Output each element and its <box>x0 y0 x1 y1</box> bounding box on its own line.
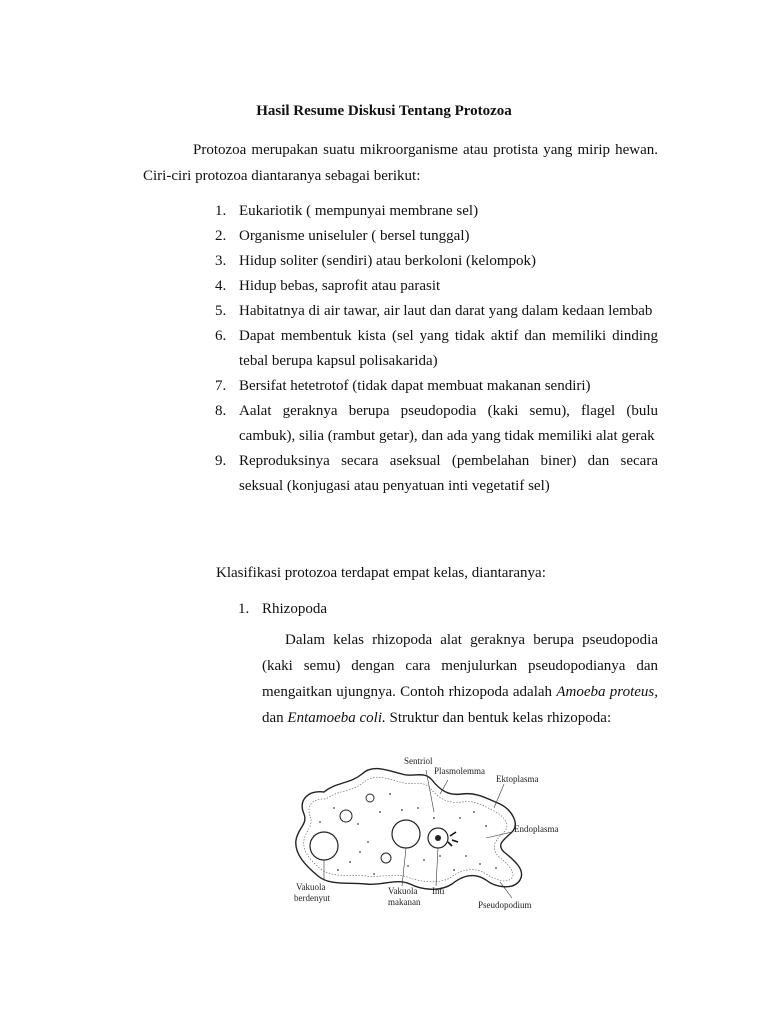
list-text: Habitatnya di air tawar, air laut dan darat yang dalam kedaan lembab <box>239 303 653 319</box>
species-amoeba: Amoeba proteus, <box>556 684 658 700</box>
kelas-name: Rhizopoda <box>262 601 327 617</box>
list-number: 5. <box>215 303 227 319</box>
list-number: 8. <box>215 403 227 419</box>
list-text: Hidup bebas, saprofit atau parasit <box>239 278 441 294</box>
intro-paragraph: Protozoa merupakan suatu mikroorganisme atau protista yang mirip hewan. Ciri-ciri protozoa diantaranya sebagai berikut: <box>143 142 658 184</box>
document-title: Hasil Resume Diskusi Tentang Protozoa <box>256 103 512 119</box>
list-item <box>215 449 658 499</box>
label-pseudopodium: Pseudopodium <box>478 900 532 910</box>
list-text: Reproduksinya secara aseksual (pembelahan biner) dan secara seksual (konjugasi atau penyatuan inti vegetatif sel) <box>239 453 658 494</box>
species-entamoeba: Entamoeba coli. <box>287 710 386 726</box>
label-inti: Inti <box>432 886 445 896</box>
vakuola-makanan-small <box>340 810 352 822</box>
list-number: 1. <box>215 203 227 219</box>
nucleolus <box>435 835 441 841</box>
list-number: 7. <box>215 378 227 394</box>
list-text: Dapat membentuk kista (sel yang tidak aktif dan memiliki dinding tebal berupa kapsul polisakarida) <box>239 328 658 369</box>
kelas-heading <box>238 601 327 618</box>
list-item <box>215 399 658 449</box>
list-number: 2. <box>215 228 227 244</box>
list-text: Aalat geraknya berupa pseudopodia (kaki semu), flagel (bulu cambuk), silia (rambut getar), dan ada yang tidak memiliki alat gerak <box>239 403 658 444</box>
label-vakuola-berdenyut-1: Vakuola <box>296 882 326 892</box>
list-item <box>215 274 658 299</box>
list-number: 3. <box>215 253 227 269</box>
list-item <box>215 224 658 249</box>
label-sentriol: Sentriol <box>404 756 433 766</box>
list-item <box>215 324 658 374</box>
list-text: Bersifat hetetrotof (tidak dapat membuat makanan sendiri) <box>239 378 591 394</box>
list-text: Hidup soliter (sendiri) atau berkoloni (kelompok) <box>239 253 537 269</box>
list-item <box>215 249 658 274</box>
rhizopoda-paragraph <box>262 627 658 731</box>
kelas-number: 1. <box>238 601 250 617</box>
list-text: Organisme uniseluler ( bersel tunggal) <box>239 228 470 244</box>
ciri-list <box>215 199 658 499</box>
list-item <box>215 199 658 224</box>
label-endoplasma: Endoplasma <box>514 824 559 834</box>
para-text-a: Dalam kelas rhizopoda alat geraknya berupa pseudopodia (kaki semu) dengan cara menjulurkan pseudopodianya dan mengaitkan ujungnya. Contoh rhizopoda adalah <box>262 632 658 700</box>
list-item <box>215 299 658 324</box>
para-text-b: dan <box>262 710 288 726</box>
amoeba-diagram <box>290 752 560 914</box>
label-vakuola-makanan-1: Vakuola <box>388 886 418 896</box>
label-vakuola-makanan-2: makanan <box>388 897 421 907</box>
vakuola-small-3 <box>366 794 374 802</box>
list-item <box>215 374 658 399</box>
list-text: Eukariotik ( mempunyai membrane sel) <box>239 203 479 219</box>
list-number: 9. <box>215 453 227 469</box>
list-number: 4. <box>215 278 227 294</box>
para-text-c: Struktur dan bentuk kelas rhizopoda: <box>385 710 612 726</box>
label-ektoplasma: Ektoplasma <box>496 774 539 784</box>
label-vakuola-berdenyut-2: berdenyut <box>294 893 330 903</box>
klasifikasi-intro: Klasifikasi protozoa terdapat empat kelas, diantaranya: <box>216 565 546 581</box>
label-plasmolemma: Plasmolemma <box>434 766 485 776</box>
vakuola-small-2 <box>381 853 391 863</box>
list-number: 6. <box>215 328 227 344</box>
sentriol-mark <box>448 832 458 846</box>
vakuola-makanan <box>392 820 420 848</box>
